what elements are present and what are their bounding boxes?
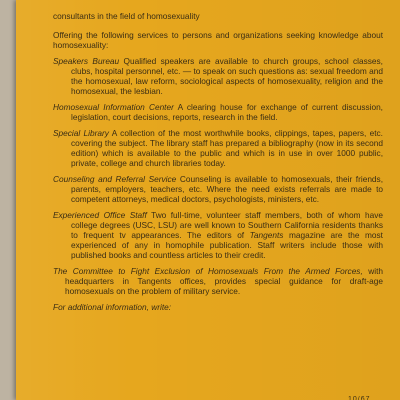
service-office-staff [53,210,383,260]
service-description-part-2: magazine are the most experienced of any in homophile publication. Staff writers include those with published books and countless articles to their credit. [71,230,383,260]
service-description: A collection of the most worthwhile books, clippings, tapes, papers, etc. covering the subject. The library staff has prepared a bibliography (now in its second edition) which is available to the public and which is in use in over 1000 public, private, college and church libraries today. [71,128,383,168]
service-armed-forces-committee [53,266,383,296]
service-description: Counseling is available to homosexuals, their friends, parents, employers, teachers, etc. Where the need exists referrals are made to competent attorneys, medical doctors, psychologists, ministers, etc. [71,174,384,204]
service-special-library [53,128,383,168]
document-text [53,11,383,317]
service-title: Homosexual Information Center [53,102,174,112]
service-title: Counseling and Referral Service [53,174,177,184]
closing-line: For additional information, write: [53,302,172,312]
service-information-center [53,102,383,122]
service-title: Speakers Bureau [53,56,120,66]
service-description-part-1: Two full-time, volunteer staff members, both of whom have college degrees (USC, LSU) are well known to Southern California residents thanks to frequent tv appearances. The editors of [71,210,383,240]
service-title: Special Library [53,128,109,138]
service-description: with headquarters in Tangents offices, provides special guidance for draft-age homosexuals on the problem of military service. [65,266,383,296]
page-folio: 10/67 [348,396,371,400]
service-description: A clearing house for exchange of current discussion, legislation, court decisions, reports, research in the field. [71,102,383,122]
service-title: The Committee to Fight Exclusion of Homosexuals From the Armed Forces, [53,266,363,276]
service-title: Experienced Office Staff [53,210,147,220]
offering-paragraph: Offering the following services to persons and organizations seeking knowledge about homosexuality: [53,30,383,50]
service-description: Qualified speakers are available to church groups, school classes, clubs, hospital personnel, etc. — to speak on such questions as: sexual freedom and the homosexual, law reform, sociological aspects of homosexuality, religion and the homosexual, the lesbian. [71,56,383,96]
magazine-title: Tangents [249,230,284,240]
service-counseling-referral [53,174,383,204]
service-speakers-bureau [53,56,383,96]
document-page [16,0,400,400]
intro-line: consultants in the field of homosexuality [53,11,200,21]
background-surface [0,0,16,400]
